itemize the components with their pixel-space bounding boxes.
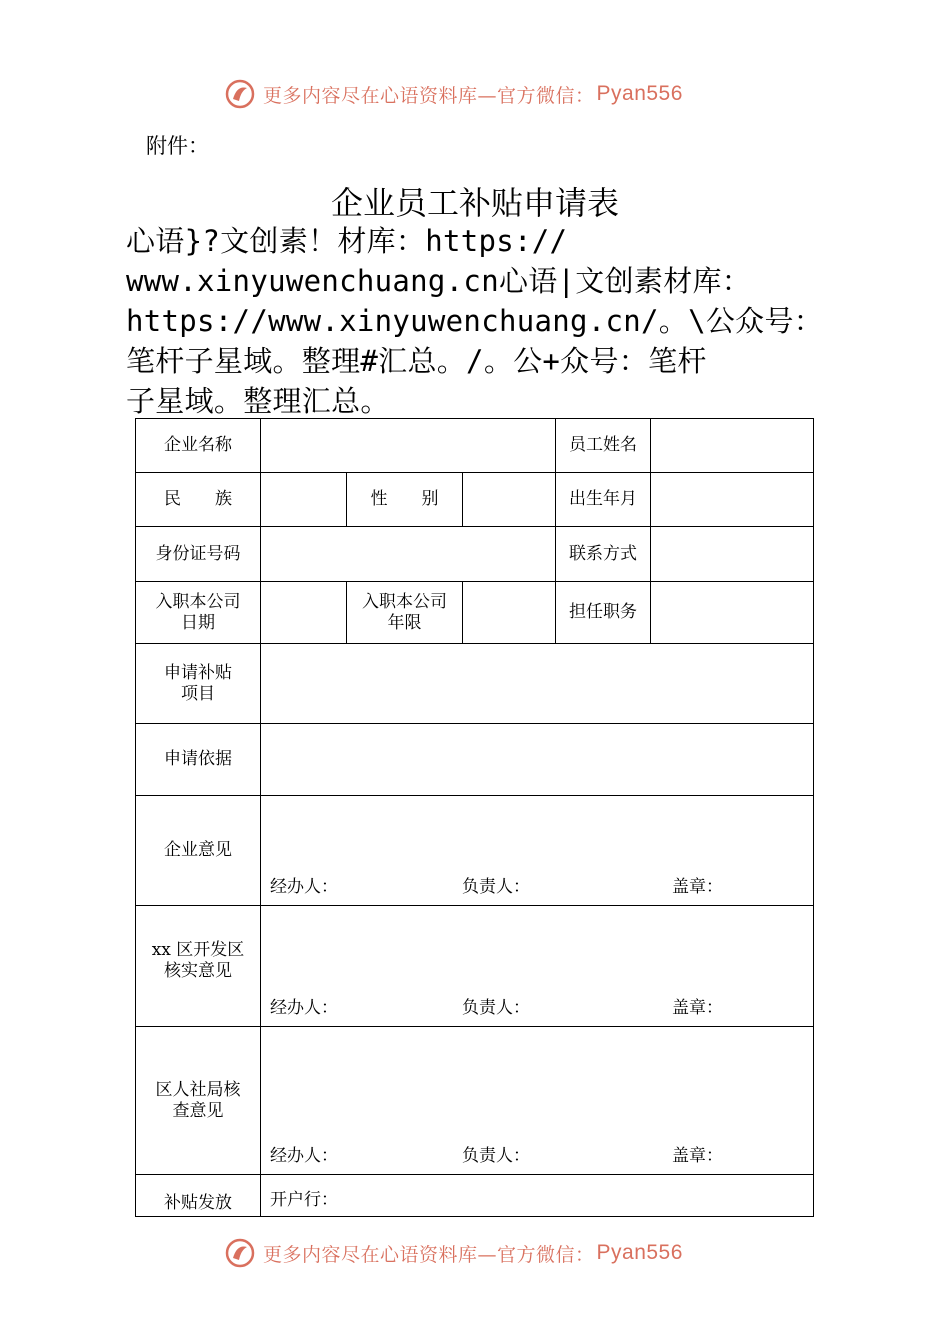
contact-field[interactable] <box>651 527 814 582</box>
tenure-field[interactable] <box>463 582 556 644</box>
subsidy-item-label <box>136 644 261 724</box>
watermark-account: Pyan556 <box>596 1241 683 1264</box>
responsible-label: 负责人： <box>462 1146 530 1166</box>
hire-date-label-line: 日期 <box>181 612 215 633</box>
subsidy-item-label-line: 申请补贴 <box>164 662 232 683</box>
district-sign-row <box>270 993 813 1018</box>
overlay-line: 笔杆子星域。整理#汇总。/。公+众号：笔杆 <box>126 344 707 378</box>
subsidy-form-table <box>135 418 814 1217</box>
handler-label: 经办人： <box>270 998 338 1018</box>
tenure-label <box>347 582 463 644</box>
overlay-line: www.xinyuwenchuang.cn心语|文创素材库： <box>126 264 752 298</box>
district-opinion-label-line: xx 区开发区 <box>151 940 245 960</box>
watermark-account: Pyan556 <box>596 82 683 105</box>
ethnicity-label: 民 族 <box>136 473 261 527</box>
page-title: 企业员工补贴申请表 <box>330 184 619 222</box>
hire-date-label-line: 入职本公司 <box>155 591 241 612</box>
company-name-label: 企业名称 <box>136 419 261 473</box>
watermark-text: 更多内容尽在心语资料库—官方微信： <box>263 84 595 107</box>
seal-label: 盖章： <box>672 877 723 897</box>
district-opinion-field[interactable] <box>261 906 814 1027</box>
overlay-text <box>126 221 826 421</box>
bank-field[interactable] <box>261 1175 814 1217</box>
company-sign-row <box>270 872 813 897</box>
handler-label: 经办人： <box>270 1146 338 1166</box>
employee-name-field[interactable] <box>651 419 814 473</box>
id-number-label: 身份证号码 <box>136 527 261 582</box>
watermark-top <box>225 74 745 114</box>
basis-label: 申请依据 <box>136 724 261 796</box>
seal-label: 盖章： <box>672 1146 723 1166</box>
subsidy-item-field[interactable] <box>261 644 814 724</box>
birth-label: 出生年月 <box>556 473 651 527</box>
position-label: 担任职务 <box>556 582 651 644</box>
overlay-line: 心语}?文创素！材库：https:// <box>126 224 568 258</box>
bureau-opinion-label-line: 区人社局核 <box>155 1079 241 1100</box>
watermark-bottom <box>225 1233 745 1273</box>
district-opinion-label <box>136 906 261 1027</box>
company-opinion-field[interactable] <box>261 796 814 906</box>
bureau-sign-row <box>270 1141 813 1166</box>
tenure-label-line: 年限 <box>387 612 422 633</box>
bureau-opinion-label-line: 查意见 <box>172 1100 224 1121</box>
gender-label: 性 别 <box>347 473 463 527</box>
brand-logo-icon <box>225 79 255 109</box>
responsible-label: 负责人： <box>462 998 530 1018</box>
bank-label: 开户行： <box>270 1190 338 1210</box>
id-number-field[interactable] <box>261 527 556 582</box>
watermark-text: 更多内容尽在心语资料库—官方微信： <box>263 1243 595 1266</box>
responsible-label: 负责人： <box>462 877 530 897</box>
payout-label: 补贴发放 <box>136 1175 261 1217</box>
bureau-opinion-label <box>136 1027 261 1175</box>
hire-date-field[interactable] <box>261 582 347 644</box>
overlay-line: https://www.xinyuwenchuang.cn/。\公众号： <box>126 304 824 338</box>
company-opinion-label: 企业意见 <box>136 796 261 906</box>
contact-label: 联系方式 <box>556 527 651 582</box>
position-field[interactable] <box>651 582 814 644</box>
bureau-opinion-field[interactable] <box>261 1027 814 1175</box>
hire-date-label <box>136 582 261 644</box>
attachment-label: 附件： <box>146 134 209 158</box>
basis-field[interactable] <box>261 724 814 796</box>
birth-field[interactable] <box>651 473 814 527</box>
district-opinion-label-line: 核实意见 <box>164 961 232 981</box>
seal-label: 盖章： <box>672 998 723 1018</box>
brand-logo-icon <box>225 1238 255 1268</box>
company-name-field[interactable] <box>261 419 556 473</box>
gender-field[interactable] <box>463 473 556 527</box>
handler-label: 经办人： <box>270 877 338 897</box>
tenure-label-line: 入职本公司 <box>362 591 447 612</box>
overlay-line: 子星域。整理汇总。 <box>126 384 390 418</box>
subsidy-item-label-line: 项目 <box>181 683 215 704</box>
ethnicity-field[interactable] <box>261 473 347 527</box>
employee-name-label: 员工姓名 <box>556 419 651 473</box>
